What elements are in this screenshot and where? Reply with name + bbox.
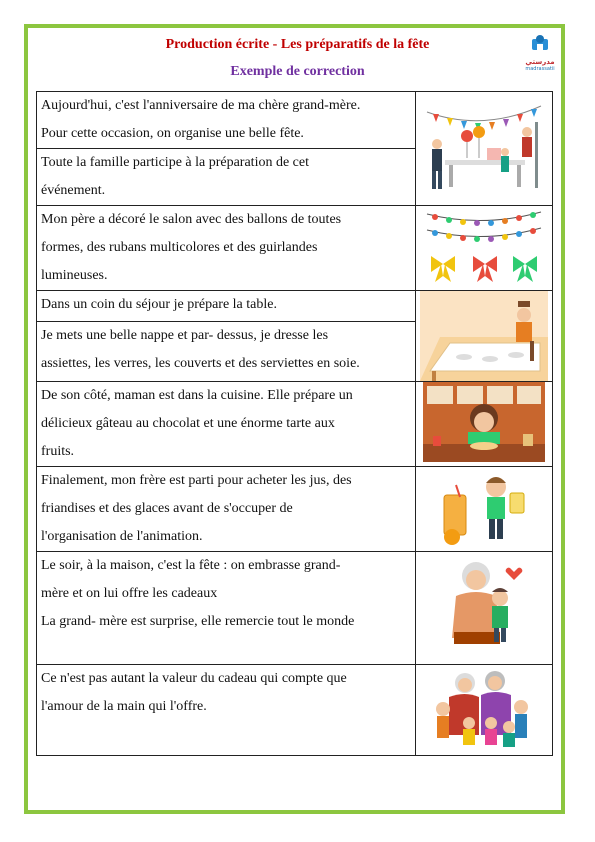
table-row [37, 382, 553, 467]
text-line: Je mets une belle nappe et par- dessus, je dresse les [41, 327, 329, 343]
text-line: Finalement, mon frère est parti pour acheter les jus, des [41, 473, 352, 488]
image-cell [416, 665, 553, 756]
image-cell [416, 206, 553, 291]
party-preparation-illustration [423, 92, 545, 196]
text-line: Aujourd'hui, c'est l'anniversaire de ma chère grand-mère. [41, 98, 361, 113]
text-line: fruits. [41, 444, 75, 459]
image-cell [416, 291, 553, 382]
text-cell [37, 92, 416, 149]
text-line: assiettes, les verres, les couverts et des serviettes en soie. [41, 355, 360, 371]
text-cell [37, 552, 416, 665]
text-cell [37, 149, 416, 206]
text-cell [37, 206, 416, 291]
text-line: La grand- mère est surprise, elle remercie tout le monde [41, 614, 355, 629]
image-cell [416, 552, 553, 665]
image-cell [416, 467, 553, 552]
page-title: Production écrite - Les préparatifs de la fête [165, 37, 430, 52]
table-row [37, 665, 553, 756]
image-cell [416, 382, 553, 467]
text-line: Mon père a décoré le salon avec des ballons de toutes [41, 212, 342, 227]
image-cell [416, 92, 553, 206]
text-line: l'organisation de l'animation. [41, 529, 203, 544]
table-row [37, 467, 553, 552]
madrassatii-logo [520, 33, 560, 73]
logo-latin-text: madrassatii [525, 66, 555, 72]
text-cell [37, 467, 416, 552]
text-line: formes, des rubans multicolores et des guirlandes [41, 240, 318, 255]
text-cell [37, 291, 416, 322]
text-cell [37, 382, 416, 467]
text-line: Ce n'est pas autant la valeur du cadeau qui compte que [41, 671, 347, 686]
page-subtitle: Exemple de correction [230, 64, 365, 79]
text-line: Toute la famille participe à la préparation de cet [41, 155, 309, 170]
text-line: Le soir, à la maison, c'est la fête : on embrasse grand- [41, 558, 341, 573]
text-cell [37, 321, 416, 381]
table-row [37, 92, 553, 149]
table-setting-illustration [420, 291, 548, 381]
boy-juice-illustration [434, 467, 534, 547]
text-line: événement. [41, 183, 106, 198]
logo-arabic-text: مدرستي [525, 58, 555, 66]
table-row [37, 552, 553, 665]
correction-table [36, 91, 553, 756]
kitchen-cake-illustration [423, 382, 545, 462]
text-line: mère et on lui offre les cadeaux [41, 586, 218, 601]
table-row [37, 291, 553, 322]
grandmother-hug-illustration [434, 552, 534, 648]
text-cell [37, 665, 416, 756]
table-row [37, 206, 553, 291]
text-line: Dans un coin du séjour je prépare la table. [41, 297, 277, 312]
text-line: Pour cette occasion, on organise une belle fête. [41, 126, 304, 141]
text-line: lumineuses. [41, 268, 108, 283]
text-line: De son côté, maman est dans la cuisine. Elle prépare un [41, 388, 353, 403]
garland-ribbons-illustration [423, 206, 545, 286]
text-line: délicieux gâteau au chocolat et une énorme tarte aux [41, 416, 335, 431]
text-line: l'amour de la main qui l'offre. [41, 699, 207, 714]
logo-icon [528, 33, 552, 53]
text-line: friandises et des glaces avant de s'occuper de [41, 501, 293, 516]
family-group-illustration [429, 665, 539, 749]
